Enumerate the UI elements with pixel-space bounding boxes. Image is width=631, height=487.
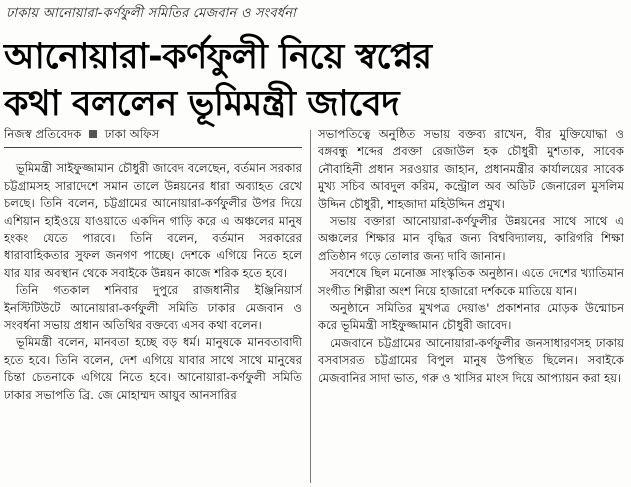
headline-line-2: কথা বললেন ভূমিমন্ত্রী জাবেদ [4, 84, 400, 124]
article-column-left [4, 126, 302, 487]
square-bullet-icon [89, 130, 97, 138]
byline [4, 126, 302, 148]
headline [4, 34, 614, 128]
headline-line-1: আনোয়ারা-কর্ণফুলী নিয়ে স্বপ্নের [4, 37, 432, 77]
article-column-right [318, 126, 624, 487]
paragraph: অনুষ্ঠানে সমিতির মুখপত্র দেয়াঙ' প্রকাশনার মোড়ক উন্মোচন করে ভূমিমন্ত্রী সাইফুজ্জামান চৌধুরী জাবেদ। [318, 301, 624, 333]
paragraph: সভাপতিত্বে অনুষ্ঠিত সভায় বক্তব্য রাখেন, বীর মুক্তিযোদ্ধা ও বঙ্গবন্ধু শব্দের প্রবক্তা রেজাউল হক চৌধুরী মুশতাক, সাবেক নৌবাহিনী প্রধান সরওয়ার জাহান, প্রধানমন্ত্রীর কার্যালয়ের সাবেক মুখ্য সচিব আবদুল করিম, কন্ট্রোল অব অডিট জেনারেল মুসলিম উদ্দিন চৌধুরী, শাহজাদা মহিউদ্দিন প্রমুখ। [318, 127, 624, 211]
paragraph: সভায় বক্তারা আনোয়ারা-কর্ণফুলীর উন্নয়নের সাথে সাথে এ অঞ্চলের শিক্ষার মান বৃদ্ধির জন্য বিশ্ববিদ্যালয়, কারিগরি শিক্ষা প্রতিষ্ঠান গড়ে তোলার জন্য দাবি জানান। [318, 214, 624, 263]
kicker-line: ঢাকায় আনোয়ারা-কর্ণফুলী সমিতির মেজবান ও সংবর্ধনা [6, 6, 296, 21]
paragraph: ভূমিমন্ত্রী বলেন, মানবতা হচ্ছে বড় ধর্ম। মানুষকে মানবতাবাদী হতে হবে। তিনি বলেন, দেশ এগিয়ে যাবার সাথে সাথে মানুষের চিন্তা চেতনাকে এগিয়ে নিতে হবে। আনোয়ারা-কর্ণফুলী সমিতি ঢাকার সভাপতি ব্রি. জে মোহাম্মদ আয়ুব আনসারির [4, 335, 302, 402]
column-divider [310, 130, 311, 483]
paragraph: ভূমিমন্ত্রী সাইফুজ্জামান চৌধুরী জাবেদ বলেছেন, বর্তমান সরকার চট্টগ্রামসহ সারাদেশে সমান তালে উন্নয়নের ধারা অব্যাহত রেখে চলছে। তিনি বলেন, চট্টগ্রামের আনোয়ারা-কর্ণফুলীর উপর দিয়ে এশিয়ান হাইওয়ে যাওয়াতে একদিন গাড়ি করে এ অঞ্চলের মানুষ হংকং যেতে পারবে। তিনি বলেন, বর্তমান সরকারের ধারাবাহিকতার সুফল জনগণ পাচ্ছে। দেশকে এগিয়ে নিতে হলে যার যার অবস্থান থেকে সবাইকে উন্নয়ন কাজে শরিক হতে হবে। [4, 161, 302, 280]
byline-desk: ঢাকা অফিস [104, 127, 160, 141]
paragraph: তিনি গতকাল শনিবার দুপুরে রাজধানীর ইঞ্জিনিয়ার্স ইনস্টিটিউটে আনোয়ারা-কর্ণফুলী সমিতি ঢাকার মেজবান ও সংবর্ধনা সভায় প্রধান অতিথির বক্তব্যে এসব কথা বলেন। [4, 283, 302, 333]
byline-author: নিজস্ব প্রতিবেদক [4, 127, 82, 141]
paragraph: মেজবানে চট্টগ্রামের আনোয়ারা-কর্ণফুলীর জনসাধারণসহ ঢাকায় বসবাসরত চট্টগ্রামের বিপুল মানুষ উপস্থিত ছিলেন। সবাইকে মেজবানির সাদা ভাত, গরু ও খাসির মাংস দিয়ে আপ্যায়ন করা হয়। [318, 335, 624, 385]
paragraph: সবশেষে ছিল মনোজ্ঞ সাংস্কৃতিক অনুষ্ঠান। এতে দেশের খ্যাতিমান সংগীত শিল্পীরা অংশ নিয়ে হাজারো দর্শককে মাতিয়ে যান। [318, 266, 624, 298]
